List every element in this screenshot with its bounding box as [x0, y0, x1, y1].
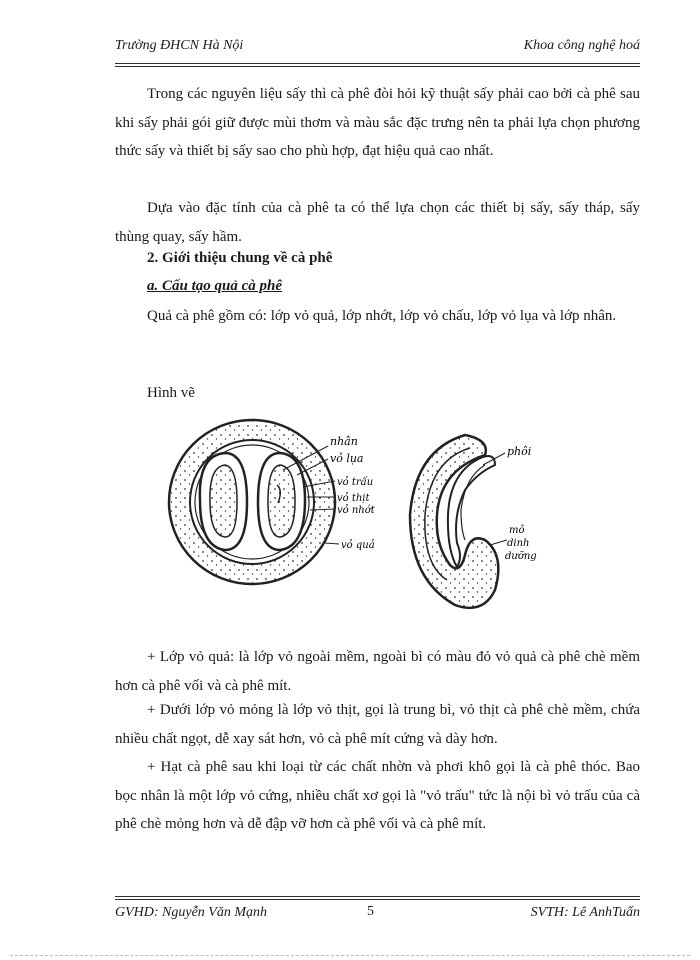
paragraph-1-block: [115, 80, 640, 166]
label-mo: mô: [509, 525, 525, 536]
paragraph-6: + Hạt cà phê sau khi loại từ các chất nhờn và phơi khô gọi là cà phê thóc. Bao bọc nhân là một lớp vỏ cứng, nhiều chất xơ gọi là "vỏ trấu" tức là nội bì vỏ trấu của cà phê chè mỏng hơn và dễ đập vỡ hơn cà phê vối và cà phê mít.: [115, 759, 640, 832]
cross-section-drawing: [169, 420, 339, 584]
label-vo-qua: vỏ quả: [341, 540, 375, 551]
footer-rule: [115, 896, 640, 897]
paragraph-4: + Lớp vỏ quả: là lớp vỏ ngoài mềm, ngoài bì có màu đỏ vỏ quả cà phê chè mềm hơn cà phê vối và cà phê mít.: [115, 649, 640, 694]
paragraph-5-block: [115, 696, 640, 753]
page-footer: [115, 896, 640, 926]
subsection-heading: a. Cấu tạo quả cà phê: [147, 278, 283, 294]
header-faculty: Khoa công nghệ hoá: [523, 38, 640, 53]
paragraph-2-block: [115, 194, 640, 251]
figure-caption: Hình vẽ: [147, 385, 195, 401]
paragraph-6-block: [115, 753, 640, 839]
label-vo-trau: vỏ trấu: [337, 477, 374, 488]
label-nhan: nhân: [330, 435, 358, 448]
footer-rule: [115, 899, 640, 900]
header-rule: [115, 66, 640, 67]
paragraph-2: Dựa vào đặc tính của cà phê ta có thể lựa chọn các thiết bị sấy, sấy tháp, sấy thùng quay, sấy hầm.: [115, 200, 640, 245]
page-edge-line: [10, 955, 690, 956]
header-rule: [115, 63, 640, 64]
paragraph-3-block: [115, 302, 640, 331]
footer-supervisor: GVHD: Nguyễn Văn Mạnh: [115, 905, 268, 920]
label-vo-lua: vỏ lụa: [330, 452, 364, 465]
paragraph-4-block: [115, 643, 640, 700]
section-heading: 2. Giới thiệu chung về cà phê: [147, 250, 333, 266]
label-vo-nhot: vỏ nhớt: [337, 505, 375, 516]
coffee-fruit-diagram: [165, 415, 565, 620]
header-school: Trường ĐHCN Hà Nội: [115, 38, 244, 53]
label-dinh: dinh: [507, 538, 530, 549]
page-header: [115, 38, 640, 60]
label-phoi: phôi: [507, 445, 532, 458]
paragraph-1: Trong các nguyên liệu sấy thì cà phê đòi hỏi kỹ thuật sấy phải cao bởi cà phê sau khi sấy phải gói giữ được mùi thơm và màu sắc đặc trưng nên ta phải lựa chọn phương thức sấy và thiết bị sấy sao cho phù hợp, đạt hiệu quả cao nhất.: [115, 86, 640, 159]
page-number: 5: [367, 904, 374, 919]
paragraph-5: + Dưới lớp vỏ mỏng là lớp vỏ thịt, gọi là trung bì, vỏ thịt cà phê chè mềm, chứa nhiều chất ngọt, dễ xay sát hơn, vỏ cà phê mít cứng và dày hơn.: [115, 702, 640, 747]
label-duong: dưỡng: [505, 551, 537, 562]
footer-student: SVTH: Lê AnhTuấn: [530, 905, 640, 920]
seed-section-drawing: [410, 435, 507, 608]
paragraph-3: Quả cà phê gồm có: lớp vỏ quả, lớp nhớt, lớp vỏ chấu, lớp vỏ lụa và lớp nhân.: [147, 308, 617, 324]
label-vo-thit: vỏ thịt: [337, 493, 370, 504]
